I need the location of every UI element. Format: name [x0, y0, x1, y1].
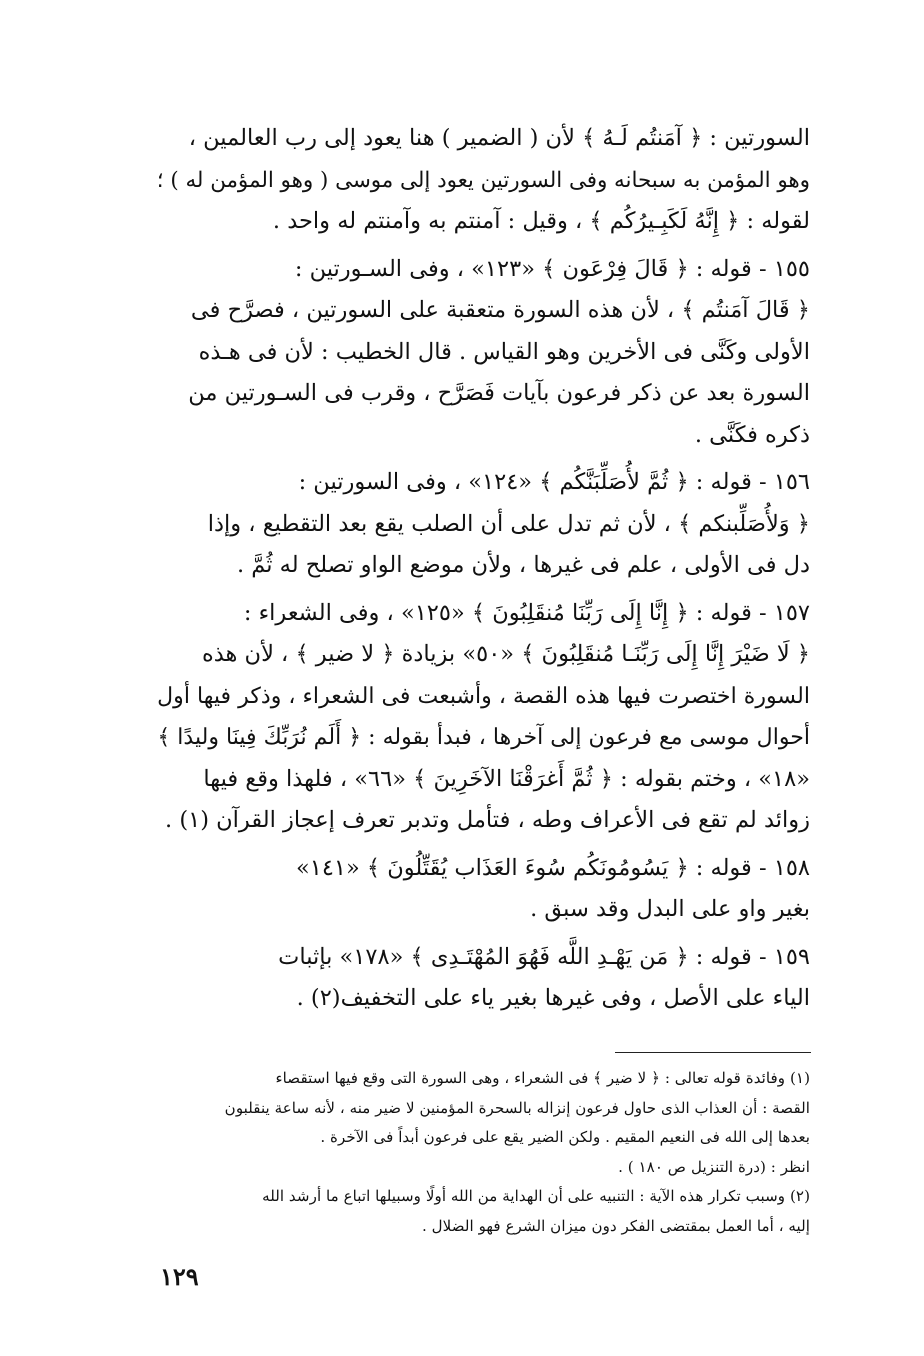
paragraph — [150, 937, 810, 1020]
footnote — [150, 1064, 810, 1182]
text-line: «١٨» ، وختم بقوله : ﴿ ثُمَّ أَغرَقْنَا الآخَرِينَ ﴾ «٦٦» ، فلهذا وقع فيها — [203, 765, 810, 792]
text-line: أحوال موسى مع فرعون إلى آخرها ، فبدأ بقوله : ﴿ أَلَم نُرَبِّكَ فِينَا وليدًا ﴾ — [157, 725, 810, 750]
main-text — [150, 118, 810, 1020]
footnote-line: (١) وفائدة قوله تعالى : ﴿ لا ضير ﴾ فى الشعراء ، وهى السورة التى وقع فيها استقصاء — [275, 1069, 810, 1087]
text-line: بغير واو على البدل وقد سبق . — [530, 896, 810, 922]
paragraph — [150, 462, 810, 587]
text-line: زوائد لم تقع فى الأعراف وطه ، فتأمل وتدبر تعرف إعجاز القرآن (١) . — [165, 807, 810, 833]
text-line: ﴿ قَالَ آمَنتُم ﴾ ، لأن هذه السورة متعقبة على السورتين ، فصرَّح فى — [190, 297, 810, 323]
page-number: ١٢٩ — [160, 1262, 199, 1291]
footnote-line: انظر : (درة التنزيل ص ١٨٠ ) . — [618, 1157, 810, 1176]
footnote-line: إليه ، أما العمل بمقتضى الفكر دون ميزان الشرع فهو الضلال . — [421, 1216, 810, 1235]
text-line: ١٥٩ - قوله : ﴿ مَن يَهْـدِ اللَّه فَهُوَ المُهْتَـدِى ﴾ «١٧٨» بإثبات — [278, 943, 810, 970]
text-line: السورتين : ﴿ آمَنتُم لَـهُ ﴾ لأن ( الضمير ) هنا يعود إلى رب العالمين ، — [188, 125, 810, 151]
text-line: ﴿ وَلأُصَلِّبنكم ﴾ ، لأن ثم تدل على أن الصلب يقع بعد التقطيع ، وإذا — [207, 510, 810, 537]
text-line: وهو المؤمن به سبحانه وفى السورتين يعود إلى موسى ( وهو المؤمن له ) ؛ — [156, 167, 810, 193]
paragraph — [150, 249, 810, 457]
footnote-separator — [615, 1052, 811, 1053]
text-line: ١٥٦ - قوله : ﴿ ثُمَّ لأُصَلِّبَنَّكُم ﴾ «١٢٤» ، وفى السورتين : — [298, 469, 810, 495]
text-line: السورة بعد عن ذكر فرعون بآيات فَصَرَّح ، وقرب فى السـورتين من — [188, 380, 810, 406]
text-line: السورة اختصرت فيها هذه القصة ، وأشبعت فى الشعراء ، وذكر فيها أول — [157, 682, 810, 709]
footnote — [150, 1182, 810, 1241]
text-line: ذكره فكَنَّى . — [694, 421, 810, 448]
text-line: دل فى الأولى ، علم فى غيرها ، ولأن موضع الواو تصلح له ثُمَّ . — [236, 552, 810, 578]
paragraph — [150, 593, 810, 842]
text-line: ﴿ لَا ضَيْرَ إِنَّا إِلَى رَبِّنَـا مُنقَلِبُونَ ﴾ «٥٠» بزيادة ﴿ لا ضير ﴾ ، لأن هذه — [201, 641, 810, 667]
text-line: ١٥٧ - قوله : ﴿ إِنَّا إِلَى رَبِّنَا مُنقَلِبُونَ ﴾ «١٢٥» ، وفى الشعراء : — [243, 599, 810, 626]
text-line: ١٥٥ - قوله : ﴿ قَالَ فِرْعَون ﴾ «١٢٣» ، وفى السـورتين : — [294, 255, 810, 282]
footnotes — [150, 1064, 810, 1241]
text-line: الأولى وكَنَّى فى الأخرين وهو القياس . قال الخطيب : لأن فى هـذه — [198, 338, 810, 365]
text-line: ١٥٨ - قوله : ﴿ يَسُومُونَكُم سُوءَ العَذَاب يُقَتِّلُونَ ﴾ «١٤١» — [295, 854, 810, 881]
text-line: لقوله : ﴿ إِنَّهُ لَكَبِـيرُكُم ﴾ ، وقيل : آمنتم به وآمنتم له واحد . — [272, 208, 810, 234]
text-line: الياء على الأصل ، وفى غيرها بغير ياء على التخفيف(٢) . — [296, 985, 810, 1011]
paragraph — [150, 118, 810, 243]
footnote-line: القصة : أن العذاب الذى حاول فرعون إنزاله بالسحرة المؤمنين لا ضير منه ، لأنه ساعة ينقلبون — [224, 1098, 810, 1117]
footnote-line: (٢) وسبب تكرار هذه الآية : التنبيه على أن الهداية من الله أولًا وسبيلها اتباع ما أرشد الله — [262, 1187, 810, 1205]
paragraph — [150, 848, 810, 931]
footnote-line: بعدها إلى الله فى النعيم المقيم . ولكن الضير يقع على فرعون أبداً فى الآخرة . — [320, 1128, 810, 1146]
